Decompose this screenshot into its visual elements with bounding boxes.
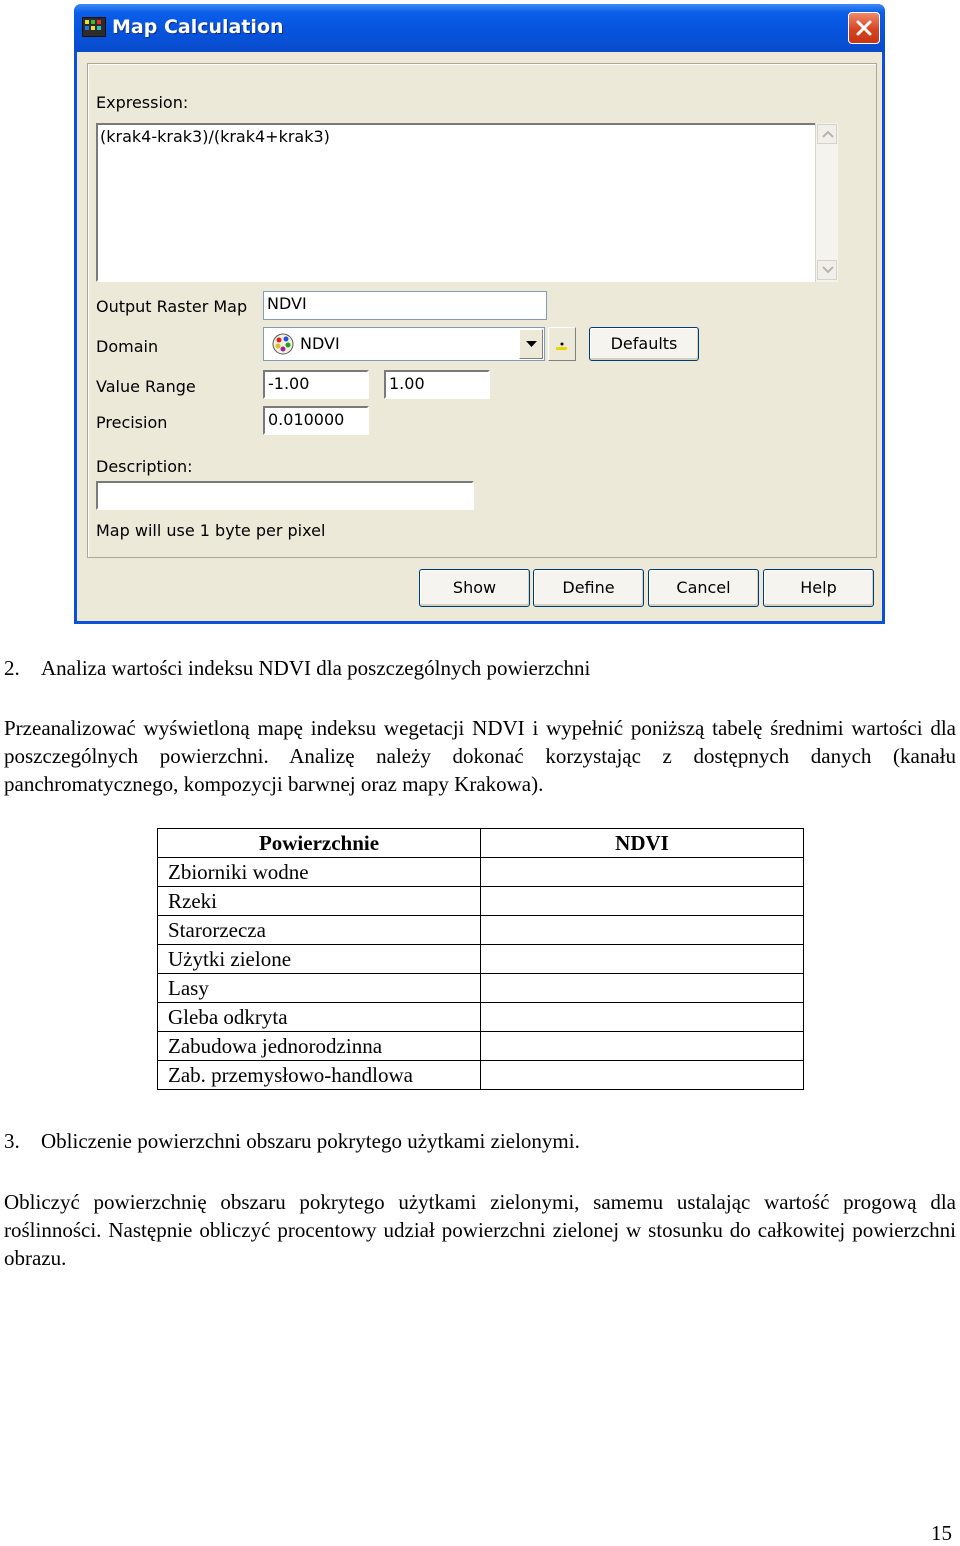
header-surfaces: Powierzchnie bbox=[158, 829, 481, 858]
ndvi-value-cell bbox=[481, 1003, 804, 1032]
scroll-down-icon bbox=[822, 266, 834, 274]
value-range-min-input[interactable]: -1.00 bbox=[263, 370, 369, 399]
domain-create-icon bbox=[553, 335, 571, 353]
cancel-button[interactable]: Cancel bbox=[648, 569, 759, 607]
section-2-number: 2. bbox=[4, 656, 20, 680]
close-button[interactable] bbox=[848, 12, 880, 44]
domain-value: NDVI bbox=[300, 334, 340, 353]
value-range-label: Value Range bbox=[96, 377, 196, 396]
domain-dropdown-button[interactable] bbox=[519, 329, 543, 359]
section-3-title: Obliczenie powierzchni obszaru pokrytego użytkami zielonymi. bbox=[41, 1129, 580, 1153]
ndvi-value-cell bbox=[481, 858, 804, 887]
table-row bbox=[158, 858, 804, 887]
surface-name: Starorzecza bbox=[158, 916, 481, 945]
ndvi-value-cell bbox=[481, 1061, 804, 1090]
ndvi-value-cell bbox=[481, 945, 804, 974]
ndvi-value-cell bbox=[481, 1032, 804, 1061]
table-row bbox=[158, 974, 804, 1003]
value-range-max-input[interactable]: 1.00 bbox=[384, 370, 490, 399]
dropdown-arrow-icon bbox=[526, 341, 537, 348]
description-input[interactable] bbox=[96, 481, 474, 510]
description-label: Description: bbox=[96, 457, 193, 476]
close-icon bbox=[855, 19, 873, 37]
table-row bbox=[158, 916, 804, 945]
domain-palette-icon bbox=[272, 333, 294, 355]
table-header-row bbox=[158, 829, 804, 858]
surface-name: Lasy bbox=[158, 974, 481, 1003]
output-raster-map-input[interactable]: NDVI bbox=[263, 291, 547, 320]
table-row bbox=[158, 887, 804, 916]
byte-info-text: Map will use 1 byte per pixel bbox=[96, 521, 326, 540]
surface-name: Użytki zielone bbox=[158, 945, 481, 974]
surface-name: Gleba odkryta bbox=[158, 1003, 481, 1032]
map-calc-app-icon bbox=[82, 17, 106, 37]
surface-name: Zab. przemysłowo-handlowa bbox=[158, 1061, 481, 1090]
surface-name: Zbiorniki wodne bbox=[158, 858, 481, 887]
map-calculation-dialog bbox=[74, 4, 885, 624]
surface-name: Rzeki bbox=[158, 887, 481, 916]
page-number: 15 bbox=[931, 1521, 952, 1545]
table-row bbox=[158, 1061, 804, 1090]
window-title: Map Calculation bbox=[112, 16, 284, 38]
section-3-paragraph: Obliczyć powierzchnię obszaru pokrytego użytkami zielonymi, samemu ustalając wartość progową dla roślinności. Następnie obliczyć procentowy udział powierzchni zielonej w stosunku do całkowitej powierzchni obrazu. bbox=[4, 1190, 956, 1270]
precision-label: Precision bbox=[96, 413, 168, 432]
header-ndvi: NDVI bbox=[481, 829, 804, 858]
expression-textarea[interactable]: (krak4-krak3)/(krak4+krak3) bbox=[96, 123, 817, 282]
parameters-panel bbox=[87, 63, 877, 558]
domain-select[interactable] bbox=[263, 327, 545, 361]
table-row bbox=[158, 1032, 804, 1061]
precision-input[interactable]: 0.010000 bbox=[263, 406, 369, 435]
table-row bbox=[158, 1003, 804, 1032]
dialog-client-area bbox=[77, 52, 882, 621]
expression-scrollbar[interactable] bbox=[815, 123, 838, 282]
ndvi-value-cell bbox=[481, 974, 804, 1003]
scroll-up-icon bbox=[822, 130, 834, 138]
section-2-title: Analiza wartości indeksu NDVI dla poszczególnych powierzchni bbox=[41, 656, 591, 680]
section-3-number: 3. bbox=[4, 1129, 20, 1153]
title-bar[interactable] bbox=[74, 4, 885, 52]
table-row bbox=[158, 945, 804, 974]
define-button[interactable]: Define bbox=[533, 569, 644, 607]
ndvi-value-cell bbox=[481, 887, 804, 916]
help-button[interactable]: Help bbox=[763, 569, 874, 607]
defaults-button[interactable]: Defaults bbox=[589, 327, 699, 361]
expression-label: Expression: bbox=[96, 93, 189, 112]
create-domain-button[interactable] bbox=[548, 327, 576, 361]
section-2-paragraph: Przeanalizować wyświetloną mapę indeksu wegetacji NDVI i wypełnić poniższą tabelę średnimi wartości dla poszczególnych powierzchni. Analizę należy dokonać korzystając z dostępnych danych (kanału panchromatycznego, kompozycji barwnej oraz mapy Krakowa). bbox=[4, 716, 956, 796]
ndvi-value-cell bbox=[481, 916, 804, 945]
section-3-heading bbox=[4, 1129, 580, 1154]
scroll-up-button[interactable] bbox=[817, 124, 837, 144]
surface-name: Zabudowa jednorodzinna bbox=[158, 1032, 481, 1061]
section-2-heading bbox=[4, 656, 590, 681]
show-button[interactable]: Show bbox=[419, 569, 530, 607]
scroll-down-button[interactable] bbox=[817, 260, 837, 280]
domain-label: Domain bbox=[96, 337, 159, 356]
ndvi-table bbox=[157, 828, 804, 1090]
output-raster-map-label: Output Raster Map bbox=[96, 297, 248, 316]
